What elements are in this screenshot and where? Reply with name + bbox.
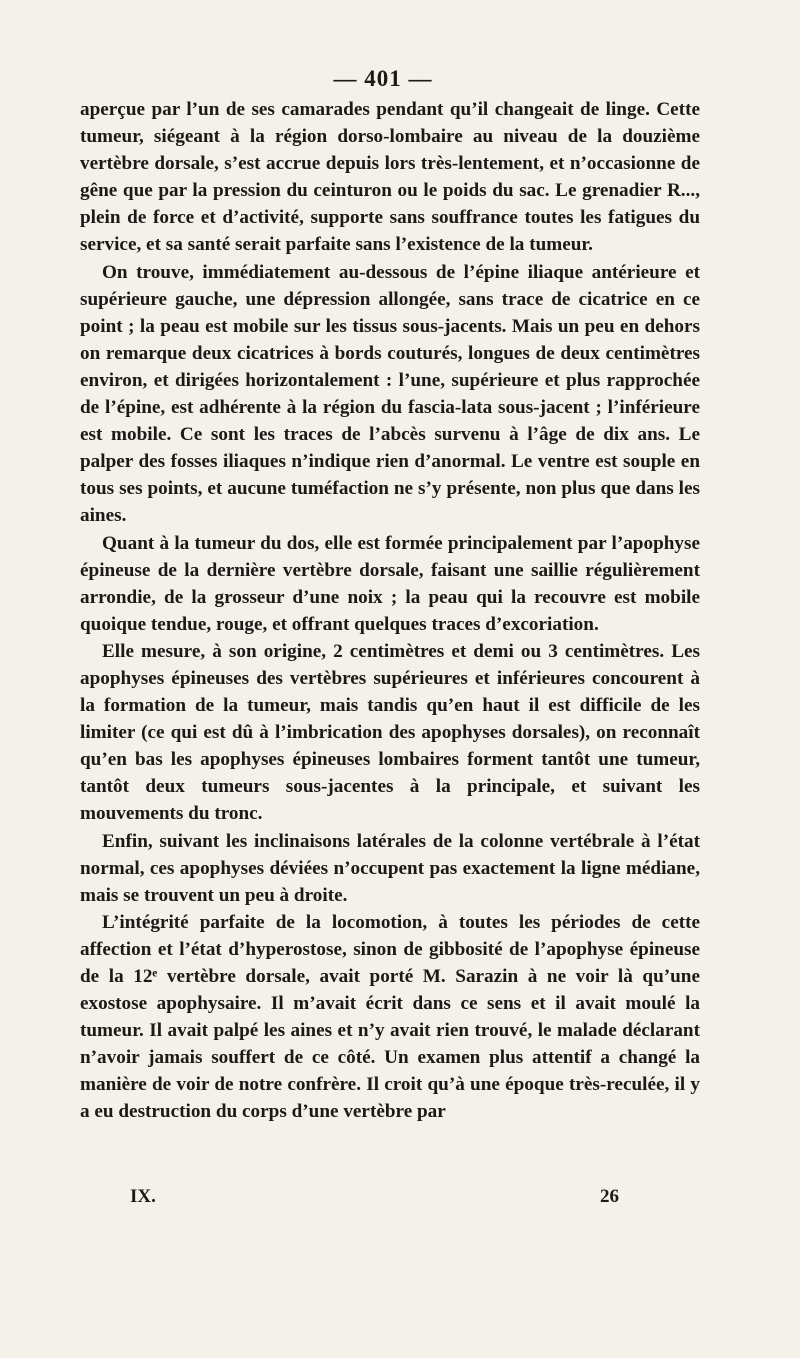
sheet-number: 26	[600, 1186, 619, 1207]
paragraph: On trouve, immédiatement au-dessous de l’épine iliaque antérieure et supérieure gauche, une dépression allongée, sans trace de cicatrice en ce point ; la peau est mobile sur les tissus sous-jacents. Mais un peu en dehors on remarque deux cicatrices à bords couturés, longues de deux centimètres environ, et dirigées horizontalement : l’une, supérieure et plus rapprochée de l’épine, est adhérente à la région du fascia-lata sous-jacent ; l’inférieure est mobile. Ce sont les traces de l’abcès survenu à l’âge de dix ans. Le palper des fosses iliaques n’indique rien d’anormal. Le ventre est souple en tous ses points, et aucune tuméfaction ne s’y présente, non plus que dans les aines.	[80, 261, 700, 527]
paragraph: Quant à la tumeur du dos, elle est formée principalement par l’apophyse épineuse de la dernière vertèbre dorsale, faisant une saillie régulièrement arrondie, de la grosseur d’une noix ; la peau qui la recouvre est mobile quoique tendue, rouge, et offrant quelques traces d’excoriation.	[80, 532, 700, 635]
paragraph: Elle mesure, à son origine, 2 centimètres et demi ou 3 centimètres. Les apophyses épineuses des vertèbres supérieures et inférieures concourent à la formation de la tumeur, mais tandis qu’en haut il est difficile de les limiter (ce qui est dû à l’imbrication des apophyses dorsales), on reconnaît qu’en bas les apophyses épineuses lombaires forment tantôt une tumeur, tantôt deux tumeurs sous-jacentes à la principale, et suivant les mouvements du tronc.	[80, 640, 700, 825]
page-number: — 401 —	[333, 66, 433, 91]
paragraph: L’intégrité parfaite de la locomotion, à toutes les périodes de cette affection et l’état d’hyperostose, sinon de gibbosité de l’apophyse épineuse de la 12ᵉ vertèbre dorsale, avait porté M. Sarazin à ne voir là qu’une exostose apophysaire. Il m’avait écrit dans ce sens et il avait moulé la tumeur. Il avait palpé les aines et n’y avait rien trouvé, le malade déclarant n’avoir jamais souffert de ce côté. Un examen plus attentif a changé la manière de voir de notre confrère. Il croit qu’à une époque très-reculée, il y a eu destruction du corps d’une vertèbre par	[80, 911, 700, 1123]
signature-mark: IX.	[130, 1186, 156, 1207]
paragraph: Enfin, suivant les inclinaisons latérales de la colonne vertébrale à l’état normal, ces apophyses déviées n’occupent pas exactement la ligne médiane, mais se trouvent un peu à droite.	[80, 830, 700, 906]
body-text	[80, 96, 700, 1126]
paragraph: aperçue par l’un de ses camarades pendant qu’il changeait de linge. Cette tumeur, siégeant à la région dorso-lombaire au niveau de la douzième vertèbre dorsale, s’est accrue depuis lors très-lentement, et n’occasionne de gêne que par la pression du ceinturon ou le poids du sac. Le grenadier R..., plein de force et d’activité, supporte sans souffrance toutes les fatigues du service, et sa santé serait parfaite sans l’existence de la tumeur.	[80, 99, 700, 256]
